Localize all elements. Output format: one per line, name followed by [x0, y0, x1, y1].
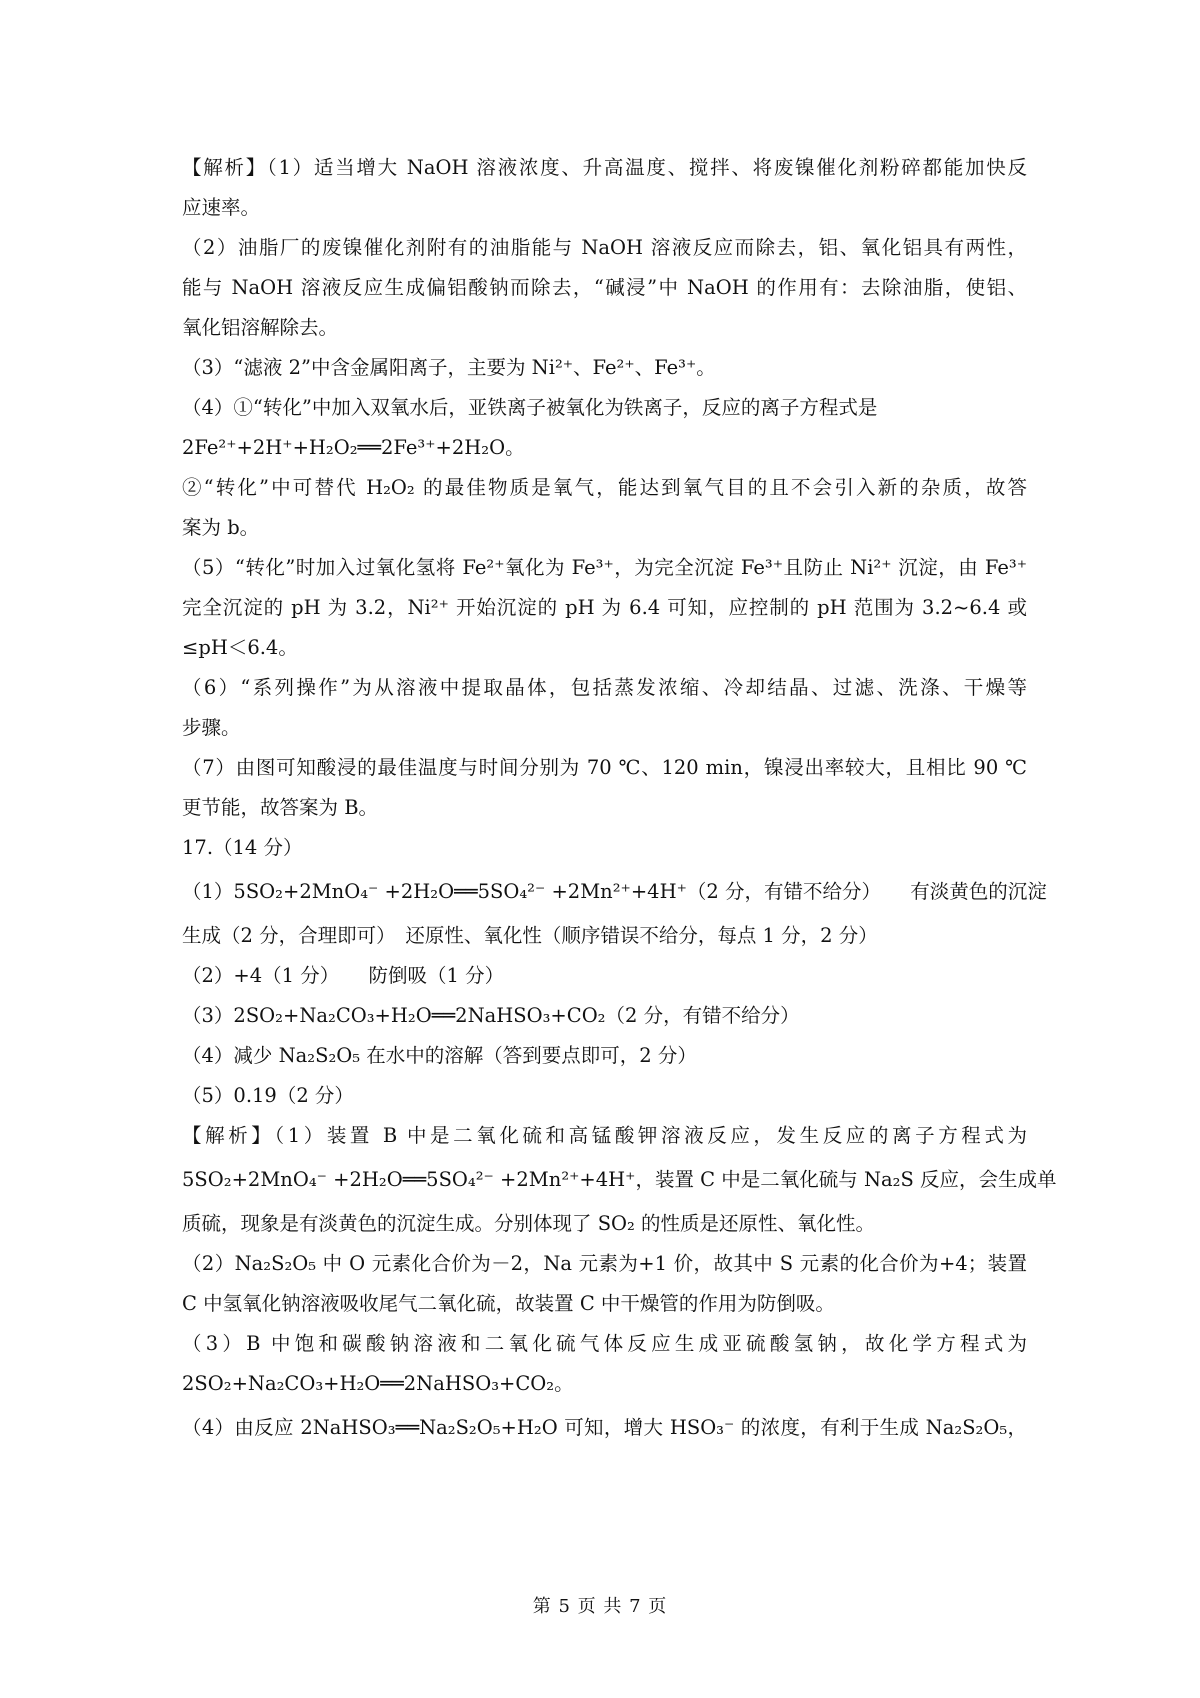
text-line: 能与 NaOH 溶液反应生成偏铝酸钠而除去，“碱浸”中 NaOH 的作用有：去除油脂，使铝、 [182, 276, 1027, 299]
text-line: C 中氢氧化钠溶液吸收尾气二氧化硫，故装置 C 中干燥管的作用为防倒吸。 [182, 1292, 835, 1315]
text-line: 2SO₂+Na₂CO₃+H₂O══2NaHSO₃+CO₂。 [182, 1372, 574, 1395]
text-line: （2）Na₂S₂O₅ 中 O 元素化合价为－2，Na 元素为+1 价，故其中 S 元素的化合价为+4；装置 [182, 1252, 1027, 1275]
text-line: （3）“滤液 2”中含金属阳离子，主要为 Ni²⁺、Fe²⁺、Fe³⁺。 [182, 356, 716, 379]
text-line: 步骤。 [182, 716, 241, 739]
text-line: （5）0.19（2 分） [182, 1084, 354, 1107]
text-line: 质硫，现象是有淡黄色的沉淀生成。分别体现了 SO₂ 的性质是还原性、氧化性。 [182, 1212, 876, 1235]
page-body [182, 148, 1057, 1452]
text-line: （5）“转化”时加入过氧化氢将 Fe²⁺氧化为 Fe³⁺，为完全沉淀 Fe³⁺且防止 Ni²⁺ 沉淀，由 Fe³⁺ [182, 556, 1027, 579]
text-line: 更节能，故答案为 B。 [182, 796, 379, 819]
text-line: 应速率。 [182, 196, 261, 219]
text-line: （7）由图可知酸浸的最佳温度与时间分别为 70 ℃、120 min，镍浸出率较大，且相比 90 ℃ [182, 756, 1027, 779]
text-line: （4）①“转化”中加入双氧水后，亚铁离子被氧化为铁离子，反应的离子方程式是 [182, 396, 878, 419]
text-line: （1）5SO₂+2MnO₄⁻ +2H₂O══5SO₄²⁻ +2Mn²⁺+4H⁺（2 分，有错不给分） 有淡黄色的沉淀 [182, 880, 1047, 903]
text-line: （4）减少 Na₂S₂O₅ 在水中的溶解（答到要点即可，2 分） [182, 1044, 697, 1067]
text-line: 案为 b。 [182, 516, 260, 539]
text-line: （4）由反应 2NaHSO₃══Na₂S₂O₅+H₂O 可知，增大 HSO₃⁻ 的浓度，有利于生成 Na₂S₂O₅， [182, 1416, 1027, 1439]
text-line: （6）“系列操作”为从溶液中提取晶体，包括蒸发浓缩、冷却结晶、过滤、洗涤、干燥等 [182, 676, 1027, 699]
text-line: ②“转化”中可替代 H₂O₂ 的最佳物质是氧气，能达到氧气目的且不会引入新的杂质，故答 [182, 476, 1027, 499]
text-line: （2）+4（1 分） 防倒吸（1 分） [182, 964, 505, 987]
text-line: 5SO₂+2MnO₄⁻ +2H₂O══5SO₄²⁻ +2Mn²⁺+4H⁺，装置 C 中是二氧化硫与 Na₂S 反应，会生成单 [182, 1168, 1057, 1191]
text-line: 【解析】（1）适当增大 NaOH 溶液浓度、升高温度、搅拌、将废镍催化剂粉碎都能加快反 [182, 156, 1027, 179]
page-footer: 第 5 页 共 7 页 [532, 1596, 668, 1617]
text-line: 2Fe²⁺+2H⁺+H₂O₂══2Fe³⁺+2H₂O。 [182, 436, 525, 459]
text-line: 完全沉淀的 pH 为 3.2，Ni²⁺ 开始沉淀的 pH 为 6.4 可知，应控制的 pH 范围为 3.2~6.4 或 [182, 596, 1027, 619]
text-line: 生成（2 分，合理即可） 还原性、氧化性（顺序错误不给分，每点 1 分，2 分） [182, 924, 878, 947]
text-line: ≤pH＜6.4。 [182, 636, 298, 659]
text-line: （3）2SO₂+Na₂CO₃+H₂O══2NaHSO₃+CO₂（2 分，有错不给分） [182, 1004, 800, 1027]
text-line: 氧化铝溶解除去。 [182, 316, 339, 339]
question-number: 17.（14 分） [182, 836, 303, 859]
text-line: （2）油脂厂的废镍催化剂附有的油脂能与 NaOH 溶液反应而除去，铝、氧化铝具有两性， [182, 236, 1027, 259]
text-line: （3）B 中饱和碳酸钠溶液和二氧化硫气体反应生成亚硫酸氢钠，故化学方程式为 [182, 1332, 1027, 1355]
text-line: 【解析】（1）装置 B 中是二氧化硫和高锰酸钾溶液反应，发生反应的离子方程式为 [182, 1124, 1027, 1147]
